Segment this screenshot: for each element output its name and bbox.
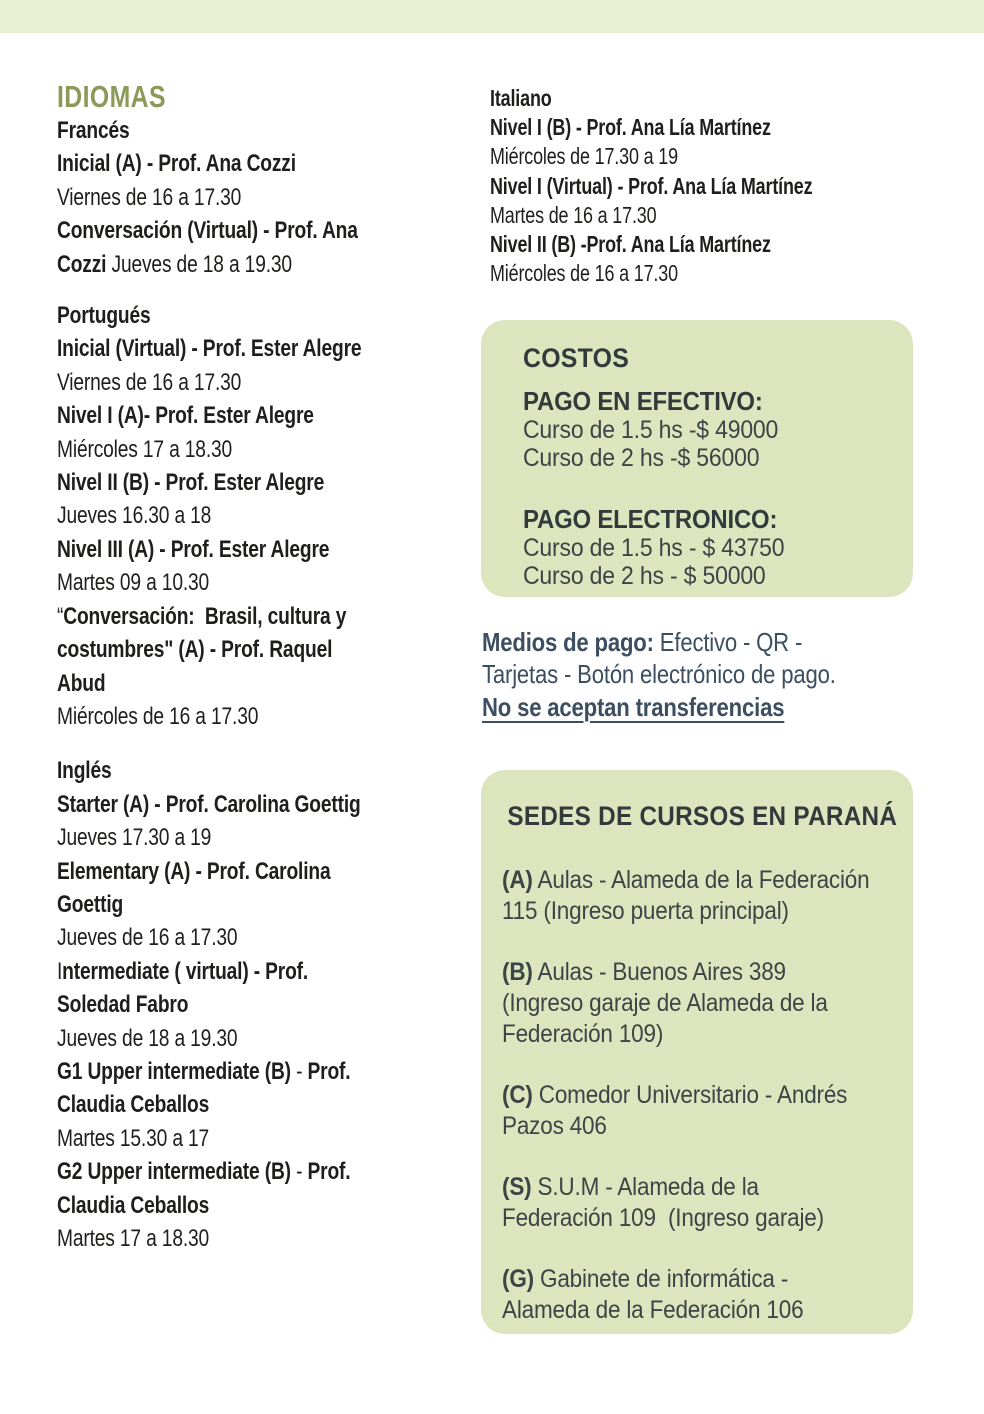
text-run: G1 Upper intermediate (B) xyxy=(57,1057,291,1085)
text-run: costumbres" (A) - Prof. Raquel xyxy=(57,636,333,664)
text-line xyxy=(482,626,958,658)
pago-efectivo-lines xyxy=(523,416,919,473)
text-run: Jueves de 18 a 19.30 xyxy=(57,1024,238,1052)
text-run: I xyxy=(57,957,63,985)
text-line xyxy=(490,84,984,113)
text-run: Viernes de 16 a 17.30 xyxy=(57,368,242,396)
text-line xyxy=(502,1264,907,1295)
top-green-bar xyxy=(0,0,984,33)
text-run: Viernes de 16 a 17.30 xyxy=(57,183,242,211)
text-run: Jueves 17.30 a 19 xyxy=(57,824,212,852)
text-run: - xyxy=(290,1158,308,1186)
text-run: (S) xyxy=(502,1173,532,1201)
pago-efectivo-heading: PAGO EN EFECTIVO: xyxy=(523,386,763,416)
text-run: Elementary (A) - Prof. Carolina xyxy=(57,857,331,885)
sede-entry-s xyxy=(502,1172,907,1234)
text-run: Prof. xyxy=(307,1158,351,1186)
text-run: Miércoles de 16 a 17.30 xyxy=(57,702,259,730)
text-line xyxy=(502,1019,907,1050)
text-run: Goettig xyxy=(57,890,124,918)
costos-content xyxy=(523,342,919,590)
text-run: Conversación: Brasil, cultura y xyxy=(63,602,347,630)
sedes-content xyxy=(502,800,907,1356)
text-run: Jueves 16.30 a 18 xyxy=(57,502,212,530)
text-run: “ xyxy=(57,602,64,630)
text-run: (G) xyxy=(502,1265,534,1293)
text-run: Aulas - Buenos Aires 389 xyxy=(532,958,786,986)
text-run: Prof. xyxy=(307,1057,351,1085)
text-run: Jueves de 18 a 19.30 xyxy=(106,250,292,278)
text-line xyxy=(523,416,919,444)
text-line xyxy=(502,1080,907,1111)
text-line xyxy=(502,988,907,1019)
text-run: Portugués xyxy=(57,302,151,330)
text-run: Pazos 406 xyxy=(502,1112,607,1140)
pago-electronico-group xyxy=(523,504,919,591)
text-run: Curso de 2 hs -$ 56000 xyxy=(523,444,760,473)
text-run: Medios de pago: xyxy=(482,627,654,657)
text-line xyxy=(490,142,984,171)
pago-efectivo-group xyxy=(523,386,919,473)
text-line xyxy=(490,201,984,230)
text-line xyxy=(482,691,958,723)
text-run: (Ingreso garaje de Alameda de la xyxy=(502,989,828,1017)
text-run: Nivel I (B) - Prof. Ana Lía Martínez xyxy=(490,114,771,141)
text-line xyxy=(502,1203,907,1234)
right-column-italiano xyxy=(490,84,984,288)
text-run: ntermediate ( virtual) - Prof. xyxy=(62,957,309,985)
text-run: Comedor Universitario - Andrés xyxy=(532,1081,848,1109)
sede-entry-g xyxy=(502,1264,907,1326)
text-run: Abud xyxy=(57,669,106,697)
text-run: Nivel I (A)- Prof. Ester Alegre xyxy=(57,402,314,430)
text-line xyxy=(502,896,907,927)
text-line xyxy=(482,658,958,690)
text-run: Martes 17 a 18.30 xyxy=(57,1225,210,1252)
text-line xyxy=(490,230,984,259)
text-run: Nivel II (B) - Prof. Ester Alegre xyxy=(57,469,325,497)
text-run: Federación 109) xyxy=(502,1020,664,1048)
text-run: Miércoles de 16 a 17.30 xyxy=(490,260,678,287)
text-line xyxy=(502,1295,907,1326)
text-run: Claudia Ceballos xyxy=(57,1191,210,1219)
text-run: Federación 109 (Ingreso garaje) xyxy=(502,1204,824,1232)
text-line xyxy=(502,957,907,988)
text-run: Curso de 2 hs - $ 50000 xyxy=(523,561,766,590)
text-line xyxy=(490,113,984,142)
text-run: Efectivo - QR - xyxy=(653,627,803,657)
pago-electronico-lines xyxy=(523,534,919,591)
costos-box xyxy=(481,320,913,597)
text-run: Conversación (Virtual) - Prof. Ana xyxy=(57,217,358,245)
text-run: Italiano xyxy=(490,85,552,111)
text-run: (A) xyxy=(502,866,533,894)
text-run: Nivel II (B) -Prof. Ana Lía Martínez xyxy=(490,231,771,258)
text-run: Nivel I (Virtual) - Prof. Ana Lía Martínez xyxy=(490,172,813,199)
text-run: G2 Upper intermediate (B) xyxy=(57,1158,291,1186)
text-run: (B) xyxy=(502,958,533,986)
text-run: - xyxy=(290,1057,308,1085)
text-run: S.U.M - Alameda de la xyxy=(531,1173,759,1201)
medios-de-pago xyxy=(482,626,958,723)
text-run: Claudia Ceballos xyxy=(57,1091,210,1119)
text-line xyxy=(490,259,984,288)
pago-electronico-heading: PAGO ELECTRONICO: xyxy=(523,503,778,534)
text-line xyxy=(490,172,984,201)
text-run: Jueves de 16 a 17.30 xyxy=(57,924,238,952)
text-run: (C) xyxy=(502,1081,533,1109)
text-line xyxy=(502,1172,907,1203)
text-line xyxy=(502,865,907,896)
sedes-box xyxy=(481,770,913,1334)
text-run: 115 (Ingreso puerta principal) xyxy=(502,897,789,925)
text-line xyxy=(523,534,919,562)
text-run: Martes 15.30 a 17 xyxy=(57,1124,210,1152)
text-run: Alameda de la Federación 106 xyxy=(502,1296,804,1324)
text-line xyxy=(502,1111,907,1142)
text-run: Martes de 16 a 17.30 xyxy=(490,201,657,228)
costos-title: COSTOS xyxy=(523,343,630,373)
text-run: Inicial (Virtual) - Prof. Ester Alegre xyxy=(57,335,362,363)
text-run: Miércoles 17 a 18.30 xyxy=(57,435,233,463)
text-line xyxy=(523,562,919,590)
text-run: Miércoles de 17.30 a 19 xyxy=(490,143,678,170)
text-run: Tarjetas - Botón electrónico de pago. xyxy=(482,659,836,690)
sede-entry-b xyxy=(502,957,907,1050)
text-line xyxy=(523,444,919,472)
text-run: Cozzi xyxy=(57,250,107,278)
text-run: Curso de 1.5 hs -$ 49000 xyxy=(523,416,779,444)
text-run: Gabinete de informática - xyxy=(533,1265,789,1293)
text-run: Inicial (A) - Prof. Ana Cozzi xyxy=(57,150,296,178)
sede-entry-c xyxy=(502,1080,907,1142)
text-run: Aulas - Alameda de la Federación xyxy=(532,866,870,894)
idiomas-title: IDIOMAS xyxy=(57,79,166,114)
text-run: Martes 09 a 10.30 xyxy=(57,569,210,597)
text-run: Francés xyxy=(57,117,130,144)
sedes-title: SEDES DE CURSOS EN PARANÁ xyxy=(507,801,898,831)
text-run: Starter (A) - Prof. Carolina Goettig xyxy=(57,790,361,818)
text-run: Curso de 1.5 hs - $ 43750 xyxy=(523,533,785,562)
sede-entry-a xyxy=(502,865,907,927)
text-run: Nivel III (A) - Prof. Ester Alegre xyxy=(57,535,330,563)
text-run: Inglés xyxy=(57,757,112,785)
text-run: No se aceptan transferencias xyxy=(482,691,785,722)
section-italiano xyxy=(490,84,984,288)
text-run: Soledad Fabro xyxy=(57,991,189,1019)
